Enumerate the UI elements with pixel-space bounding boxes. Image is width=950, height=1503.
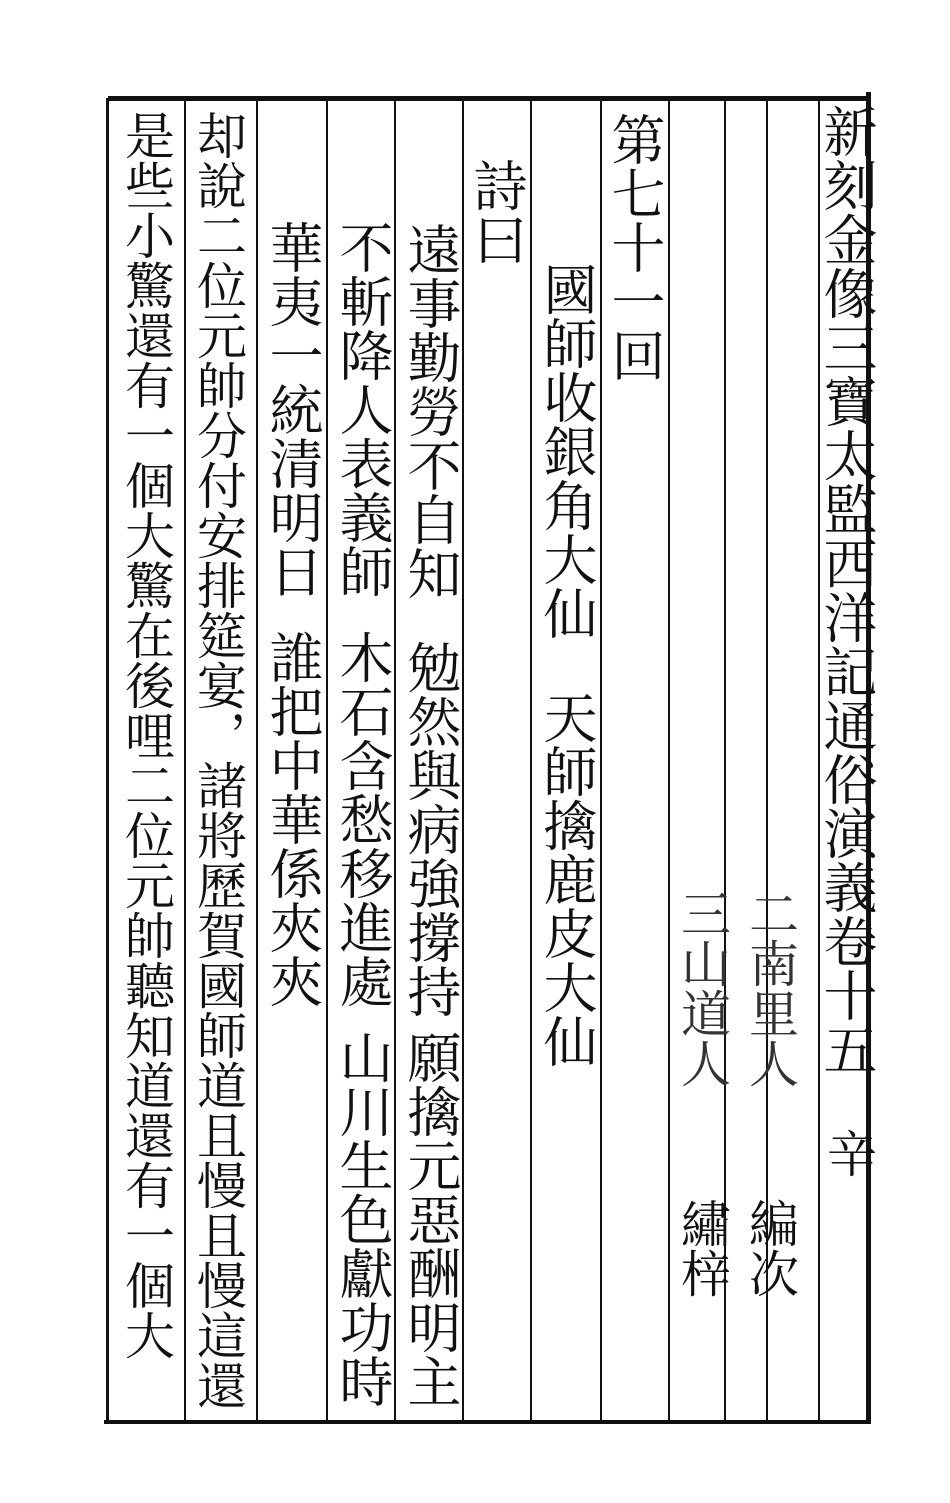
chapter-title-line-1: 國師收銀角大仙: [535, 262, 598, 640]
poem-line: 勉然與病強撐持: [399, 640, 462, 1018]
proofreader-role: 繡梓: [673, 1198, 731, 1298]
leaf-mark: 辛: [819, 1128, 877, 1178]
poem-line: 山川生色獻功時: [331, 1030, 394, 1408]
column-divider: [530, 100, 532, 1420]
editor-role: 編次: [741, 1198, 799, 1298]
column-divider: [256, 100, 258, 1420]
editor-name: 二南里人: [741, 888, 799, 1088]
chapter-title-line-2: 天師擒鹿皮大仙: [535, 690, 598, 1068]
body-text-line: 却說二位元帥分付安排筵宴，諸將歷賀國師道且慢且慢這還: [189, 110, 247, 1410]
poem-line: 木石含愁移進處: [331, 630, 394, 1008]
column-divider: [462, 100, 464, 1420]
poem-label: 詩曰: [465, 158, 528, 266]
chapter-heading: 第七十一回: [603, 112, 666, 382]
poem-line: 誰把中華係夾夾: [261, 630, 324, 1008]
bottom-border: [104, 1420, 866, 1424]
column-divider: [184, 100, 186, 1420]
left-border: [106, 98, 109, 1420]
column-divider: [326, 100, 328, 1420]
column-divider: [394, 100, 396, 1420]
column-divider: [600, 100, 602, 1420]
body-text-line: 是些小驚還有一個大驚在後哩二位元帥聽知道還有一個大: [117, 110, 175, 1360]
top-border: [108, 96, 870, 101]
book-title: 新刻金像三寶太監西洋記通俗演義卷十五: [815, 104, 878, 1076]
poem-line: 遠事勤勞不自知: [399, 222, 462, 600]
poem-line: 華夷一統清明日: [261, 220, 324, 598]
poem-line: 不斬降人表義師: [331, 220, 394, 598]
proofreader-name: 三山道人: [673, 888, 731, 1088]
column-divider: [668, 100, 670, 1420]
poem-line: 願擒元惡酬明主: [399, 1030, 462, 1408]
